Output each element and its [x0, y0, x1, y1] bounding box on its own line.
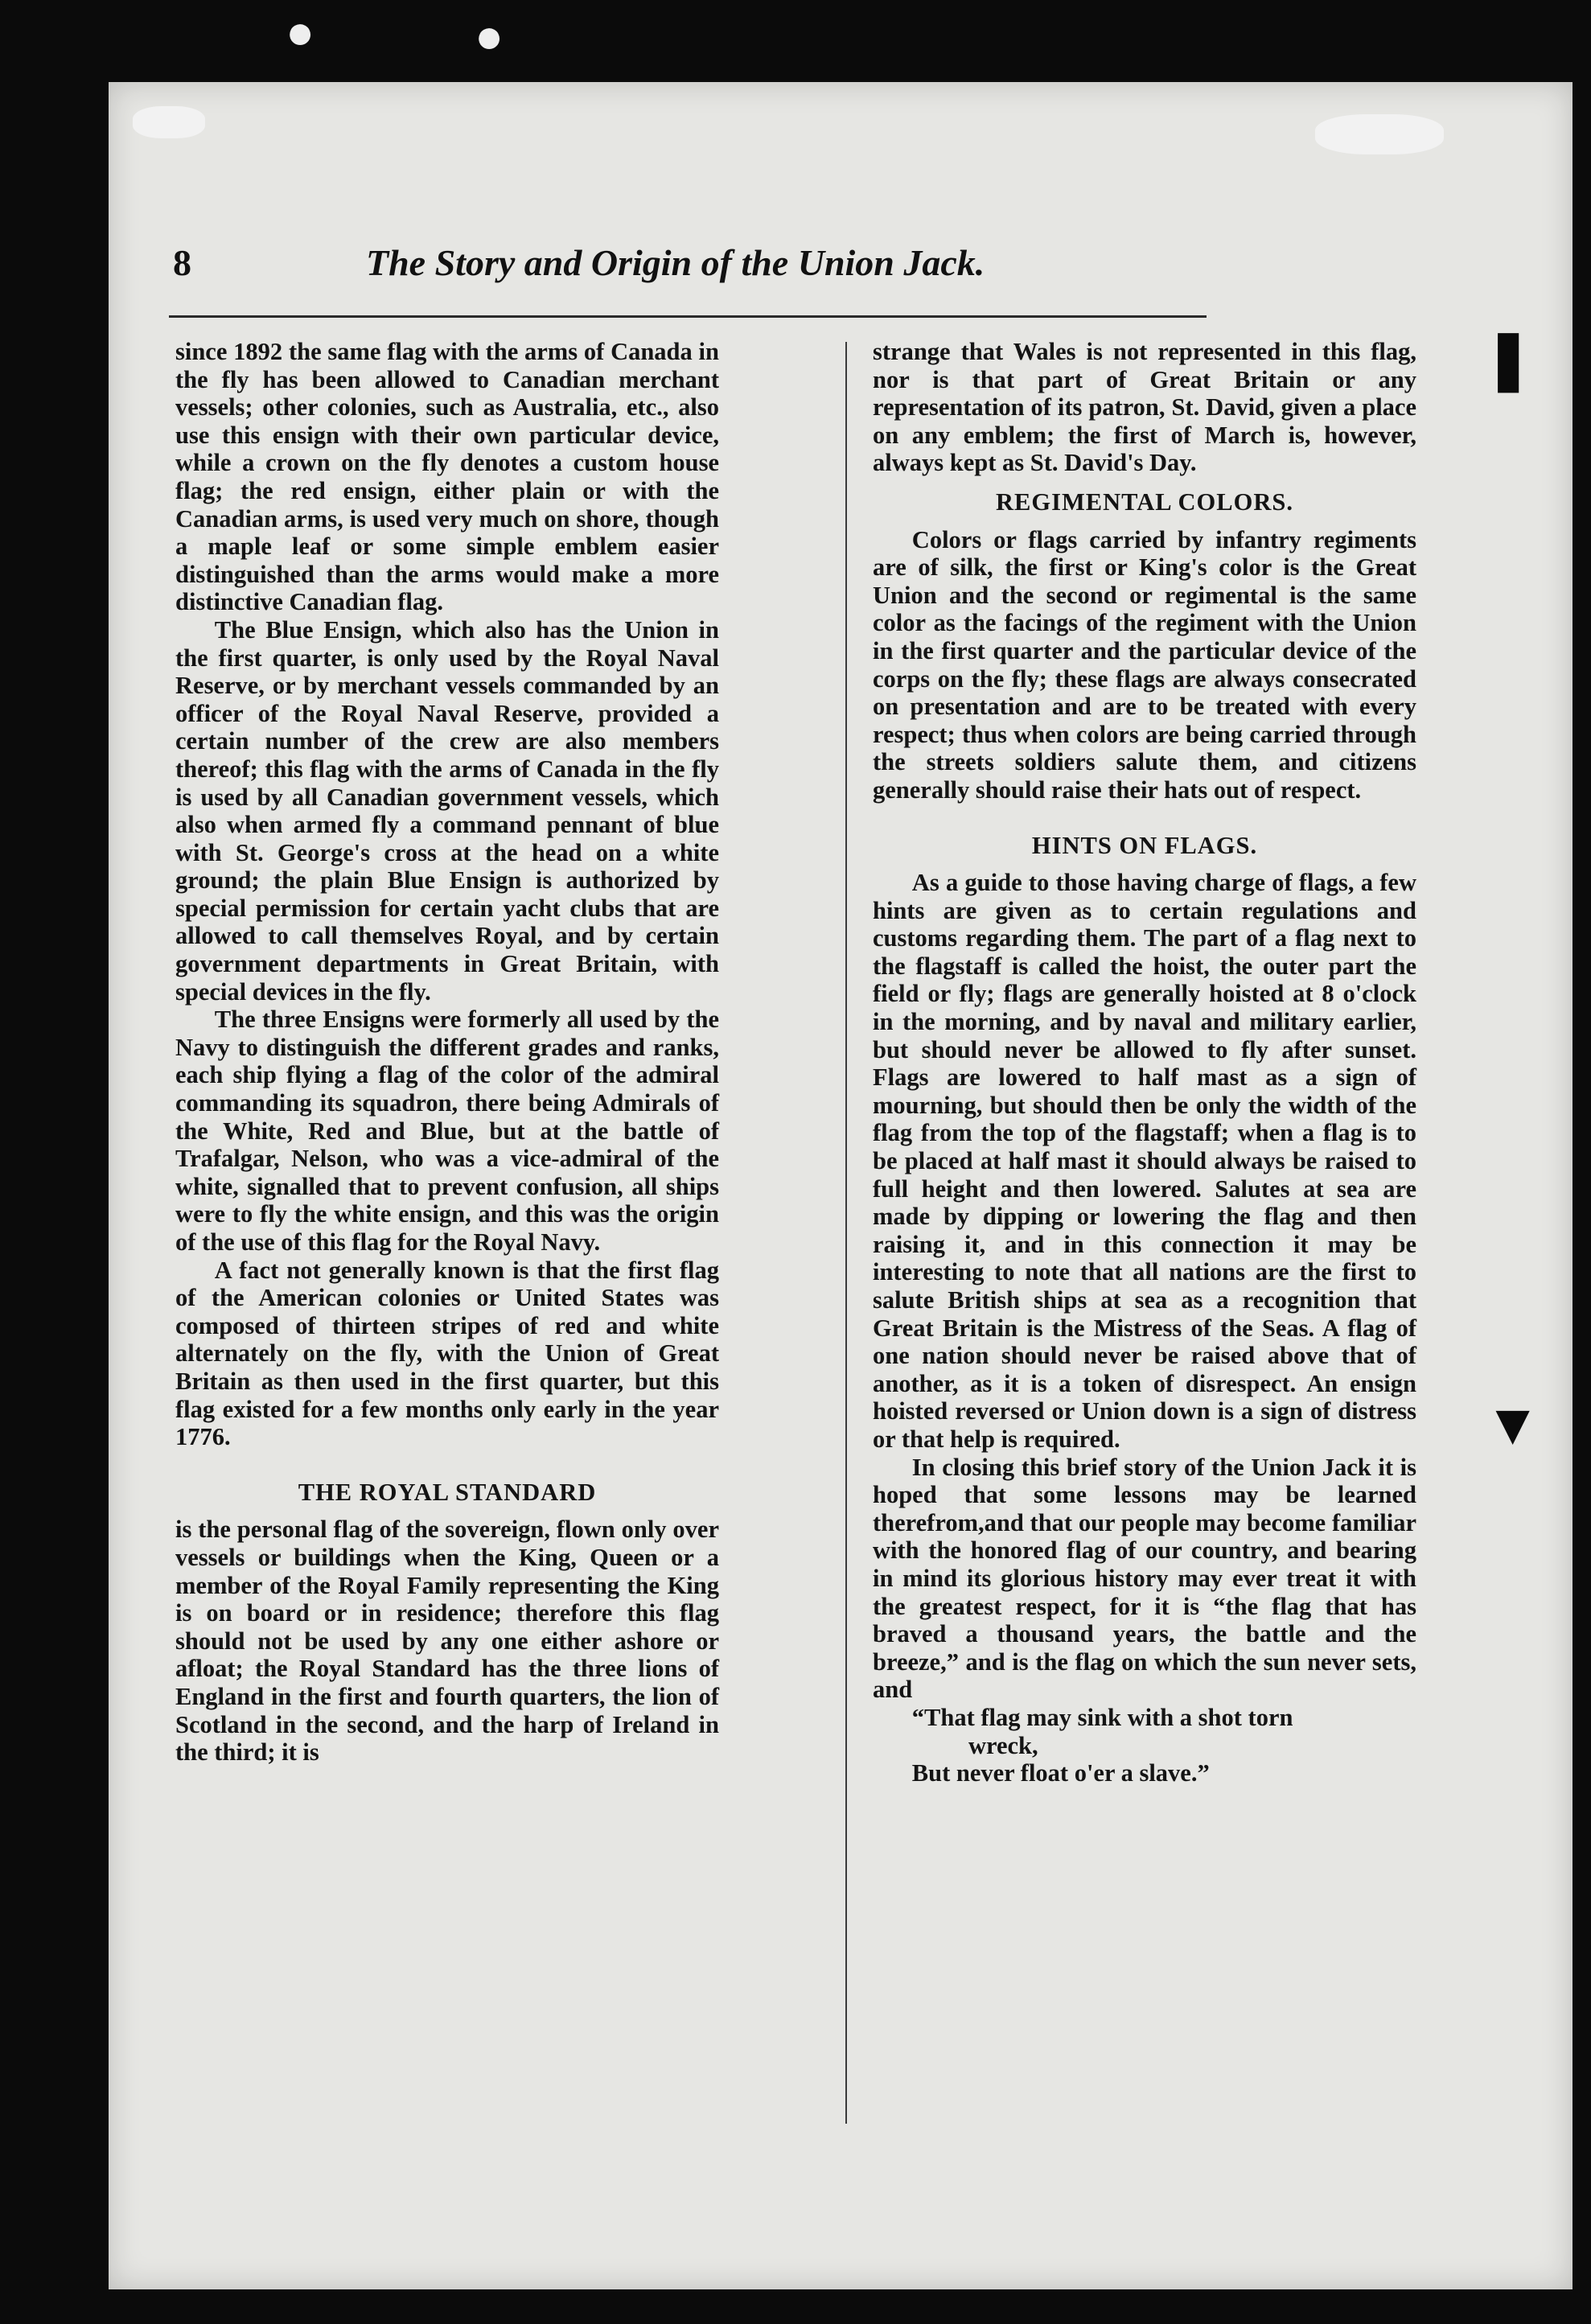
margin-mark: ▼ — [1484, 1392, 1542, 1457]
paragraph: As a guide to those having charge of flags, a few hints are given as to certain regulations and customs regarding them. The part of a flag next to the flagstaff is called the hoist, the outer part the field or fly; flags are generally hoisted at 8 o'clock in the morning, and by naval and military earlier, but should never be allowed to fly after sunset. Flags are lowered to half mast as a sign of mourning, but should then be only the width of the flag from the top of the flagstaff; when a flag is to be placed at half mast it should always be raised to full height and then lowered. Salutes at sea are made by dipping or lowering the flag and then raising it, and in this connection it may be interesting to note that all nations are the first to salute British ships at sea as a recognition that Great Britain is the Mistress of the Seas. A flag of one nation should never be raised above that of another, as it is a token of disrespect. An ensign hoisted reversed or Union down is a sign of distress or that help is required. — [873, 869, 1416, 1453]
section-heading: REGIMENTAL COLORS. — [996, 487, 1293, 516]
margin-mark: ❚ — [1484, 327, 1533, 391]
right-column — [873, 338, 1416, 1787]
section-heading: THE ROYAL STANDARD — [298, 1478, 597, 1506]
paragraph: since 1892 the same flag with the arms of Canada in the fly has been allowed to Canadian merchant vessels; other colonies, such as Australia, etc., also use this ensign with their own particular device, while a crown on the fly denotes a custom house flag; the red ensign, either plain or with the Canadian arms, is used very much on shore, though a maple leaf or some simple emblem easier distinguished than the arms would make a more distinctive Canadian flag. — [175, 338, 719, 616]
column-divider — [845, 342, 847, 2124]
paragraph: is the personal flag of the sovereign, flown only over vessels or buildings when the King, Queen or a member of the Royal Family representing the King is on board or in residence; therefore this flag should not be used by any one either ashore or afloat; the Royal Standard has the three lions of England in the first and fourth quarters, the lion of Scotland in the second, and the harp of Ireland in the third; it is — [175, 1516, 719, 1767]
page-header — [173, 241, 1202, 290]
header-rule — [169, 315, 1207, 318]
paragraph: In closing this brief story of the Union Jack it is hoped that some lessons may be learned therefrom,and that our people may become familiar with the honored flag of our country, and bearing in mind its glorious history may ever treat it with the greatest respect, for it is “the flag that has braved a thousand years, the battle and the breeze,” and is the flag on which the sun never sets, and — [873, 1453, 1416, 1704]
verse-line: But never float o'er a slave.” — [911, 1759, 1210, 1787]
paragraph: Colors or flags carried by infantry regiments are of silk, the first or King's color is the Great Union and the second or regimental is the same color as the facings of the regiment with the Union in the first quarter and the particular device of the corps on the fly; these flags are always consecrated on presentation and are to be treated with every respect; thus when colors are being carried through the streets soldiers salute them, and citizens generally should raise their hats out of respect. — [873, 525, 1416, 804]
paper-fleck — [1315, 114, 1444, 154]
verse-line: “That flag may sink with a shot torn — [911, 1703, 1293, 1731]
corner-mark: ● — [286, 6, 315, 59]
corner-mark: ● — [475, 10, 504, 63]
paper-fleck — [133, 106, 205, 138]
section-heading: HINTS ON FLAGS. — [1031, 831, 1258, 859]
paragraph: The three Ensigns were formerly all used by the Navy to distinguish the different grades and ranks, each ship flying a flag of the color of the admiral commanding its squadron, there being Admirals of the White, Red and Blue, but at the battle of Trafalgar, Nelson, who was a vice-admiral of the white, signalled that to prevent confusion, all ships were to fly the white ensign, and this was the origin of the use of this flag for the Royal Navy. — [175, 1006, 719, 1256]
page-number: 8 — [173, 242, 191, 283]
paragraph: strange that Wales is not represented in this flag, nor is that part of Great Britain or any representation of its patron, St. David, given a place on any emblem; the first of March is, however, always kept as St. David's Day. — [873, 338, 1416, 477]
verse-line: wreck, — [968, 1731, 1038, 1759]
paragraph: The Blue Ensign, which also has the Union in the first quarter, is only used by the Royal Naval Reserve, or by merchant vessels commanded by an officer of the Royal Naval Reserve, provided a certain number of the crew are also members thereof; this flag with the arms of Canada in the fly is used by all Canadian government vessels, which also when armed fly a command pennant of blue with St. George's cross at the head on a white ground; the plain Blue Ensign is authorized by special permission for certain yacht clubs that are allowed to call themselves Royal, and by certain government departments in Great Britain, with special devices in the fly. — [175, 615, 719, 1006]
running-title: The Story and Origin of the Union Jack. — [366, 242, 985, 283]
left-column — [175, 338, 719, 1767]
paragraph: A fact not generally known is that the first flag of the American colonies or United States was composed of thirteen stripes of red and white alternately on the fly, with the Union of Great Britain as then used in the first quarter, but this flag existed for a few months only early in the year 1776. — [175, 1256, 719, 1451]
